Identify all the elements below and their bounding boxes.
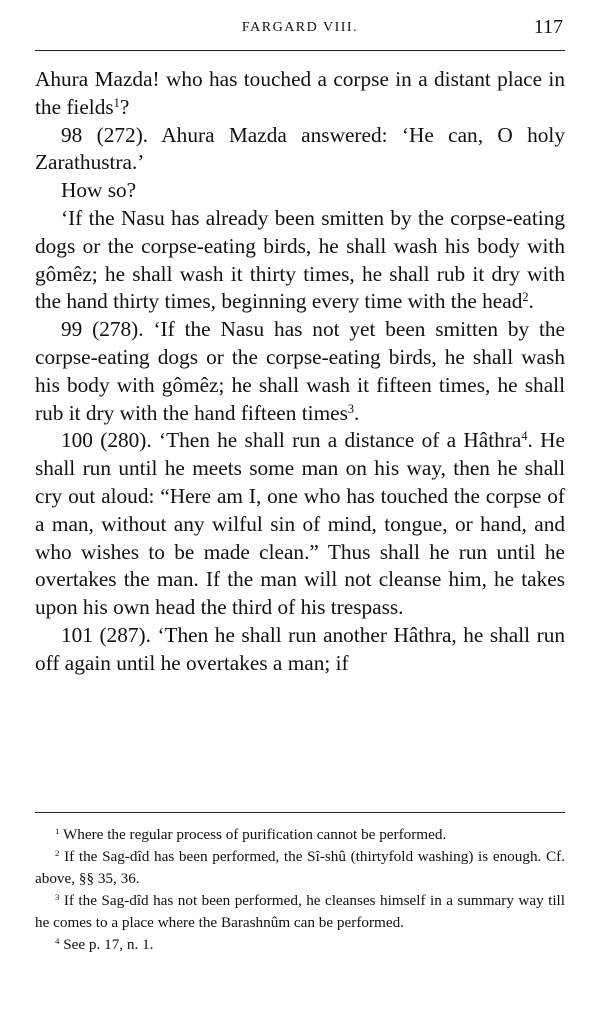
footnote: $^1$ Where the regular process of purification cannot be performed. [55,826,447,843]
paragraph: How so? [61,178,137,203]
paragraph: ‘If the Nasu has already been smitten by the corpse-eating dogs or the corpse-eating birds, he shall wash his body with gômêz; he shall wash it thirty times, he shall rub it dry with the hand thirty times, beginning every time with the head$^2$. [35,205,565,314]
footnote-ref[interactable]: 3 [347,401,355,416]
page-header [35,16,565,40]
footnote-ref[interactable]: 4 [521,429,528,444]
footnote-ref[interactable]: 1 [113,96,120,111]
paragraph: 100 (280). ‘Then he shall run a distance of a Hâthra$^4$. He shall run until he meets some man on his way, then he shall cry out aloud: “Here am I, one who has touched the corpse of a man, without any wilful sin of mind, tongue, or hand, and who wishes to be made clean.” Thus shall he run until he overtakes the man. If the man will not cleanse him, he takes upon his own head the third of his trespass. [35,428,565,620]
footnote: $^2$ If the Sag-dîd has been performed, the Sî-shû (thirtyfold washing) is enough. Cf. above, §§ 35, 36. [35,848,566,887]
footnote-mark: 2 [55,848,60,859]
footnote: $^4$ See p. 17, n. 1. [55,936,154,953]
body-text [35,66,565,678]
footnote-mark: 1 [55,826,60,837]
paragraph: 99 (278). ‘If the Nasu has not yet been smitten by the corpse-eating dogs or the corpse-eating birds, he shall wash his body with gômêz; he shall wash it fifteen times, he shall rub it dry with the hand fifteen times$^3$. [35,317,565,425]
header-rule [35,50,565,51]
footnote-mark: 3 [55,892,60,903]
footnote-ref[interactable]: 2 [522,290,529,305]
paragraph: Ahura Mazda! who has touched a corpse in a distant place in the fields$^1$? [35,67,565,119]
paragraph: 98 (272). Ahura Mazda answered: ‘He can, O holy Zarathustra.’ [35,122,565,175]
footnote-mark: 4 [55,936,60,947]
footnote-rule [35,812,565,813]
footnote: $^3$ If the Sag-dîd has not been performed, he cleanses himself in a summary way till he comes to a place where the Barashnûm can be performed. [35,892,565,931]
paragraph: 101 (287). ‘Then he shall run another Hâthra, he shall run off again until he overtakes a man; if [35,622,565,675]
footnotes [35,824,565,956]
page-number: 117 [533,16,563,38]
running-title: FARGARD VIII. [241,20,359,35]
